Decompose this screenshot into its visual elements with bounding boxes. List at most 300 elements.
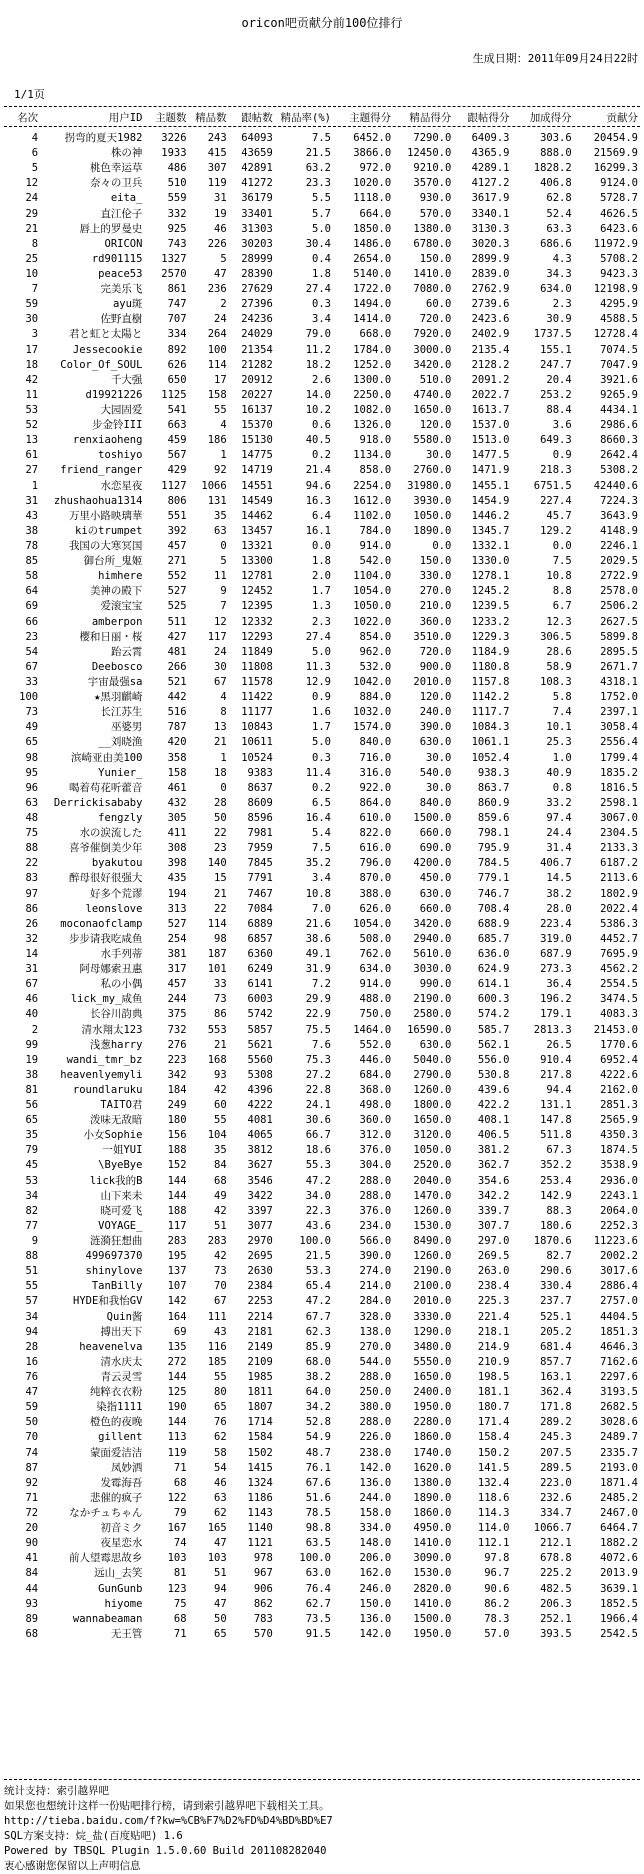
table-row (0, 448, 644, 463)
cell-topic-score: 762.0 (359, 947, 392, 960)
cell-replies: 7981 (247, 827, 273, 840)
cell-rank: 13 (25, 434, 39, 447)
cell-reply-score: 2899.9 (471, 252, 510, 265)
cell-contribution: 2542.5 (600, 1627, 638, 1640)
cell-topics: 459 (167, 434, 187, 447)
cell-contribution: 2489.7 (600, 1431, 638, 1444)
cell-reply-score: 1345.7 (471, 524, 510, 537)
cell-featured-score: 630.0 (419, 1038, 452, 1051)
cell-featured-score: 3510.0 (413, 630, 452, 643)
cell-featured: 18 (214, 766, 227, 779)
cell-user-id: d19921226 (85, 388, 143, 401)
cell-featured-score: 930.0 (419, 192, 452, 205)
table-row (0, 343, 644, 358)
table-row (0, 584, 644, 599)
cell-rank: 1 (31, 479, 39, 492)
cell-user-id: 我国の大寒冥国 (68, 540, 143, 552)
cell-user-id: lick_my_咸鱼 (70, 993, 143, 1006)
cell-featured: 47 (214, 268, 227, 281)
cell-topic-score: 288.0 (359, 1416, 392, 1429)
table-row (0, 735, 644, 750)
cell-featured-rate: 18.2 (305, 358, 331, 371)
cell-rank: 20 (25, 1522, 39, 1535)
cell-featured-score: 30.0 (426, 751, 452, 764)
cell-reply-score: 132.4 (477, 1476, 510, 1489)
table-row (0, 856, 644, 871)
cell-bonus-score: 82.7 (546, 1250, 572, 1263)
cell-topics: 137 (167, 1265, 187, 1278)
cell-topics: 1933 (161, 147, 187, 160)
table-row (0, 1128, 644, 1143)
cell-reply-score: 1052.4 (471, 751, 510, 764)
cell-featured-rate: 98.8 (305, 1522, 331, 1535)
cell-reply-score: 171.4 (477, 1416, 510, 1429)
cell-user-id: himhere (98, 570, 143, 583)
cell-topics: 1125 (161, 388, 187, 401)
cell-rank: 16 (25, 1355, 39, 1368)
cell-topics: 313 (167, 902, 187, 915)
cell-featured: 46 (214, 1476, 227, 1489)
cell-featured: 100 (207, 343, 227, 356)
cell-featured-score: 1050.0 (413, 509, 452, 522)
cell-featured-score: 2010.0 (413, 675, 452, 688)
cell-topic-score: 226.0 (359, 1431, 392, 1444)
cell-featured-rate: 21.6 (305, 917, 331, 930)
cell-rank: 21 (25, 222, 39, 235)
cell-reply-score: 150.2 (477, 1446, 510, 1459)
cell-featured-score: 690.0 (419, 842, 452, 855)
cell-featured-score: 630.0 (419, 736, 452, 749)
cell-topics: 420 (167, 736, 187, 749)
cell-topic-score: 1102.0 (353, 509, 392, 522)
cell-featured-rate: 0.2 (312, 449, 331, 462)
cell-contribution: 2598.1 (600, 796, 638, 809)
cell-contribution: 2627.5 (600, 615, 638, 628)
cell-topic-score: 716.0 (359, 751, 392, 764)
cell-user-id: 跆云霄 (110, 645, 143, 658)
cell-featured-score: 5550.0 (413, 1355, 452, 1368)
cell-reply-score: 1332.1 (471, 540, 510, 552)
cell-contribution: 4588.5 (600, 313, 638, 326)
table-row (0, 161, 644, 176)
cell-replies: 783 (253, 1612, 273, 1625)
cell-featured-score: 1290.0 (413, 1325, 452, 1338)
cell-featured-rate: 65.4 (305, 1280, 331, 1293)
cell-reply-score: 4127.2 (471, 177, 510, 190)
cell-featured-rate: 7.5 (312, 132, 331, 145)
cell-topics: 510 (167, 177, 187, 190)
cell-bonus-score: 319.0 (540, 932, 572, 945)
table-row (0, 1400, 644, 1415)
cell-contribution: 4646.3 (600, 1340, 638, 1353)
cell-topic-score: 962.0 (359, 645, 392, 658)
cell-featured-score: 660.0 (419, 902, 452, 915)
cell-featured-rate: 21.5 (305, 147, 331, 160)
cell-reply-score: 614.1 (477, 978, 510, 991)
cell-featured-score: 2190.0 (413, 1265, 452, 1278)
cell-contribution: 4404.5 (600, 1310, 638, 1323)
cell-bonus-score: 34.3 (546, 268, 572, 281)
cell-bonus-score: 217.8 (540, 1068, 572, 1081)
table-row (0, 358, 644, 373)
footer-tool-note: 如果您也想统计这样一份贴吧排行榜，请到索引越界吧下载相关工具。 (4, 1800, 330, 1812)
cell-rank: 72 (25, 1507, 39, 1519)
cell-featured: 19 (214, 207, 227, 220)
table-row (0, 1264, 644, 1279)
cell-user-id: 青云灵雪 (100, 1371, 143, 1384)
cell-reply-score: 798.1 (477, 827, 510, 840)
cell-bonus-score: 131.1 (540, 1099, 572, 1112)
cell-topic-score: 858.0 (359, 464, 392, 477)
table-row (0, 992, 644, 1007)
cell-topic-score: 250.0 (359, 1386, 392, 1399)
cell-user-id: Deebosco (91, 660, 143, 673)
cell-topics: 75 (173, 1597, 187, 1610)
table-row (0, 932, 644, 947)
cell-replies: 11808 (241, 660, 273, 673)
cell-featured-rate: 1.3 (312, 600, 331, 613)
table-row (0, 705, 644, 720)
cell-featured-score: 240.0 (419, 706, 452, 719)
cell-rank: 28 (25, 1340, 39, 1353)
cell-replies: 30203 (241, 237, 273, 250)
cell-contribution: 2193.0 (600, 1461, 638, 1474)
cell-bonus-score: 273.3 (540, 963, 572, 976)
table-row (0, 902, 644, 917)
cell-rank: 73 (25, 706, 39, 719)
cell-featured: 21 (214, 1038, 227, 1051)
cell-contribution: 2022.4 (600, 902, 638, 915)
cell-rank: 32 (25, 932, 39, 945)
cell-featured-score: 31980.0 (407, 479, 452, 492)
cell-rank: 47 (25, 1386, 39, 1399)
cell-bonus-score: 334.7 (540, 1507, 572, 1519)
cell-featured-score: 4950.0 (413, 1522, 452, 1535)
cell-bonus-score: 225.2 (540, 1567, 572, 1580)
cell-topic-score: 532.0 (359, 660, 392, 673)
cell-reply-score: 562.1 (477, 1038, 510, 1051)
cell-featured-score: 0.0 (432, 540, 452, 552)
cell-featured: 131 (207, 494, 227, 507)
cell-topic-score: 1414.0 (353, 313, 392, 326)
cell-replies: 978 (253, 1552, 273, 1565)
cell-topics: 69 (173, 1325, 187, 1338)
cell-featured: 114 (207, 917, 227, 930)
col-contribution: 贡献分 (606, 111, 638, 124)
cell-bonus-score: 6751.5 (533, 479, 572, 492)
table-row (0, 1234, 644, 1249)
cell-topic-score: 626.0 (359, 902, 392, 915)
cell-replies: 2970 (247, 1235, 273, 1248)
cell-featured-rate: 10.2 (305, 404, 331, 417)
cell-bonus-score: 857.7 (540, 1355, 572, 1368)
cell-featured-rate: 40.5 (305, 434, 331, 447)
cell-featured-score: 1800.0 (413, 1099, 452, 1112)
cell-rank: 68 (25, 1627, 39, 1640)
cell-bonus-score: 88.3 (546, 1204, 572, 1217)
cell-user-id: 长谷川韵典 (89, 1008, 143, 1021)
cell-contribution: 1851.3 (600, 1325, 638, 1338)
cell-topics: 442 (167, 691, 187, 704)
table-row (0, 131, 644, 146)
cell-user-id: GunGunb (98, 1582, 143, 1595)
cell-featured: 63 (214, 1491, 227, 1504)
cell-replies: 1415 (247, 1461, 273, 1474)
cell-user-id: 御台所_鬼姬 (83, 555, 143, 568)
cell-bonus-score: 25.3 (546, 736, 572, 749)
cell-featured-rate: 100.0 (299, 1552, 331, 1565)
cell-featured-rate: 55.3 (305, 1159, 331, 1172)
cell-reply-score: 2128.2 (471, 358, 510, 371)
table-row (0, 1566, 644, 1581)
cell-replies: 36179 (241, 192, 273, 205)
cell-bonus-score: 206.3 (540, 1597, 572, 1610)
cell-contribution: 2757.0 (600, 1295, 638, 1308)
cell-bonus-score: 525.1 (540, 1310, 572, 1323)
table-row (0, 191, 644, 206)
cell-user-id: shinylove (85, 1265, 143, 1278)
cell-bonus-score: 252.1 (540, 1612, 572, 1625)
table-row (0, 1022, 644, 1037)
cell-topic-score: 136.0 (359, 1612, 392, 1625)
cell-featured-score: 120.0 (419, 419, 452, 432)
cell-rank: 75 (25, 827, 39, 840)
cell-replies: 2181 (247, 1325, 273, 1338)
cell-bonus-score: 63.3 (546, 222, 572, 235)
cell-topics: 107 (167, 1280, 187, 1293)
cell-topic-score: 1054.0 (353, 917, 392, 930)
cell-featured: 50 (214, 811, 227, 824)
cell-topics: 71 (173, 1461, 187, 1474)
cell-topics: 650 (167, 373, 187, 386)
cell-rank: 83 (25, 872, 39, 885)
col-topics: 主题数 (155, 111, 187, 124)
cell-contribution: 1835.2 (600, 766, 638, 779)
cell-featured: 43 (214, 1325, 227, 1338)
table-header (0, 109, 644, 125)
cell-topics: 2570 (161, 268, 187, 281)
cell-user-id: leonslove (85, 902, 143, 915)
cell-rank: 57 (25, 1295, 39, 1308)
cell-featured: 307 (207, 162, 227, 175)
cell-featured: 42 (214, 1204, 227, 1217)
cell-featured-rate: 23.3 (305, 177, 331, 190)
cell-replies: 3422 (247, 1189, 273, 1202)
cell-replies: 14775 (241, 449, 273, 462)
cell-topic-score: 1722.0 (353, 283, 392, 296)
table-row (0, 1461, 644, 1476)
cell-featured-rate: 0.2 (312, 781, 331, 794)
cell-replies: 1121 (247, 1537, 273, 1550)
cell-featured-score: 2520.0 (413, 1159, 452, 1172)
cell-featured-score: 2760.0 (413, 464, 452, 477)
cell-reply-score: 2423.6 (471, 313, 510, 326)
cell-topic-score: 316.0 (359, 766, 392, 779)
cell-rank: 89 (25, 1612, 39, 1625)
cell-user-id: Derrickisababy (53, 796, 143, 809)
cell-featured-rate: 1.7 (312, 721, 331, 734)
cell-featured-score: 1860.0 (413, 1507, 452, 1519)
cell-featured: 62 (214, 1507, 227, 1519)
cell-featured-score: 1650.0 (413, 404, 452, 417)
cell-contribution: 1799.4 (600, 751, 638, 764)
cell-featured-score: 1620.0 (413, 1461, 452, 1474)
table-row (0, 1430, 644, 1445)
cell-topics: 283 (167, 1235, 187, 1248)
cell-rank: 42 (25, 373, 39, 386)
cell-featured-rate: 38.6 (305, 932, 331, 945)
cell-replies: 20227 (241, 388, 273, 401)
table-row (0, 630, 644, 645)
cell-reply-score: 585.7 (477, 1023, 510, 1036)
table-row (0, 1068, 644, 1083)
cell-contribution: 6952.4 (600, 1053, 638, 1066)
cell-replies: 10843 (241, 721, 273, 734)
cell-user-id: 滨崎亚由美100 (70, 751, 143, 764)
cell-bonus-score: 207.5 (540, 1446, 572, 1459)
cell-featured-score: 5040.0 (413, 1053, 452, 1066)
cell-contribution: 1874.5 (600, 1144, 638, 1157)
cell-featured-rate: 68.0 (305, 1355, 331, 1368)
cell-reply-score: 784.5 (477, 857, 510, 870)
cell-rank: 11 (25, 388, 39, 401)
cell-bonus-score: 1066.7 (533, 1522, 572, 1535)
cell-replies: 6889 (247, 917, 273, 930)
cell-featured-score: 1950.0 (413, 1401, 452, 1414)
cell-topic-score: 206.0 (359, 1552, 392, 1565)
cell-topic-score: 1784.0 (353, 343, 392, 356)
table-row (0, 1612, 644, 1627)
table-row (0, 1053, 644, 1068)
cell-bonus-score: 52.4 (546, 207, 572, 220)
cell-featured: 49 (214, 1189, 227, 1202)
cell-user-id: 初音ミク (100, 1522, 143, 1535)
cell-bonus-score: 7.4 (552, 706, 572, 719)
cell-featured: 1 (220, 751, 227, 764)
cell-featured: 5 (220, 252, 227, 265)
cell-bonus-score: 26.5 (546, 1038, 572, 1051)
cell-reply-score: 6409.3 (471, 132, 510, 145)
cell-reply-score: 1233.2 (471, 615, 510, 628)
cell-replies: 2214 (247, 1310, 273, 1323)
cell-rank: 93 (25, 1597, 39, 1610)
cell-reply-score: 238.4 (477, 1280, 510, 1293)
cell-featured-rate: 0.9 (312, 691, 331, 704)
cell-rank: 61 (25, 449, 39, 462)
cell-rank: 18 (25, 358, 39, 371)
cell-reply-score: 210.9 (477, 1355, 510, 1368)
cell-topics: 567 (167, 449, 187, 462)
cell-bonus-score: 687.9 (540, 947, 572, 960)
cell-rank: 65 (25, 736, 39, 749)
cell-featured-rate: 30.4 (305, 237, 331, 250)
cell-contribution: 2986.6 (600, 419, 638, 432)
cell-featured-rate: 5.0 (312, 736, 331, 749)
table-row (0, 494, 644, 509)
cell-topics: 122 (167, 1491, 187, 1504)
table-row (0, 660, 644, 675)
table-row (0, 252, 644, 267)
table-row (0, 1627, 644, 1642)
cell-featured-score: 150.0 (419, 555, 452, 568)
cell-featured: 13 (214, 721, 227, 734)
table-row (0, 1113, 644, 1128)
cell-featured-score: 16590.0 (407, 1023, 452, 1036)
cell-featured-rate: 47.2 (305, 1174, 331, 1187)
cell-reply-score: 2762.9 (471, 283, 510, 296)
cell-contribution: 3639.1 (600, 1582, 638, 1595)
table-row (0, 947, 644, 962)
cell-rank: 67 (25, 660, 39, 673)
cell-topics: 195 (167, 1250, 187, 1263)
table-row (0, 750, 644, 765)
cell-featured: 73 (214, 1265, 227, 1278)
cell-reply-score: 297.0 (477, 1235, 510, 1248)
footer-thanks: 衷心感谢您保留以上声明信息 (4, 1860, 141, 1872)
cell-featured: 24 (214, 313, 227, 326)
cell-featured-rate: 27.2 (305, 1068, 331, 1081)
cell-topics: 432 (167, 796, 187, 809)
cell-featured: 415 (207, 147, 227, 160)
table-row (0, 1385, 644, 1400)
cell-contribution: 2565.9 (600, 1114, 638, 1127)
cell-contribution: 21569.9 (593, 147, 638, 160)
cell-featured-score: 7290.0 (413, 132, 452, 145)
cell-featured-score: 1650.0 (413, 1114, 452, 1127)
cell-featured-rate: 0.3 (312, 298, 331, 311)
cell-featured: 116 (207, 1340, 227, 1353)
cell-topics: 626 (167, 358, 187, 371)
cell-user-id: 君と虹と太陽と (68, 328, 143, 341)
cell-featured-score: 1530.0 (413, 1219, 452, 1232)
cell-reply-score: 3020.3 (471, 237, 510, 250)
cell-topics: 527 (167, 585, 187, 598)
cell-topics: 435 (167, 872, 187, 885)
cell-rank: 53 (25, 404, 39, 417)
cell-topic-score: 616.0 (359, 842, 392, 855)
cell-rank: 45 (25, 1159, 39, 1172)
cell-featured-score: 30.0 (426, 781, 452, 794)
cell-user-id: 拐弯的夏天1982 (64, 132, 143, 145)
cell-replies: 14551 (241, 479, 273, 492)
cell-featured-rate: 5.0 (312, 222, 331, 235)
cell-topics: 244 (167, 993, 187, 1006)
table-row (0, 645, 644, 660)
cell-featured-score: 3090.0 (413, 1552, 452, 1565)
cell-topics: 190 (167, 1401, 187, 1414)
cell-bonus-score: 129.2 (540, 524, 572, 537)
footer-url-link[interactable]: http://tieba.baidu.com/f?kw=%CB%F7%D2%FD%D4%BD%BD%E7 (4, 1815, 333, 1827)
cell-featured-rate: 6.5 (312, 796, 331, 809)
table-row (0, 1491, 644, 1506)
cell-contribution: 4222.6 (600, 1068, 638, 1081)
cell-topic-score: 914.0 (359, 978, 392, 991)
cell-topic-score: 1042.0 (353, 675, 392, 688)
cell-topic-score: 5140.0 (353, 268, 392, 281)
cell-featured-rate: 75.5 (305, 1023, 331, 1036)
cell-featured: 50 (214, 1612, 227, 1625)
cell-featured-score: 840.0 (419, 796, 452, 809)
cell-topic-score: 288.0 (359, 1174, 392, 1187)
cell-bonus-score: 31.4 (546, 842, 572, 855)
cell-topics: 164 (167, 1310, 187, 1323)
cell-rank: 24 (25, 192, 39, 205)
cell-topics: 429 (167, 464, 187, 477)
cell-replies: 7959 (247, 842, 273, 855)
cell-topic-score: 610.0 (359, 811, 392, 824)
cell-featured-rate: 21.5 (305, 1250, 331, 1263)
cell-featured: 21 (214, 736, 227, 749)
